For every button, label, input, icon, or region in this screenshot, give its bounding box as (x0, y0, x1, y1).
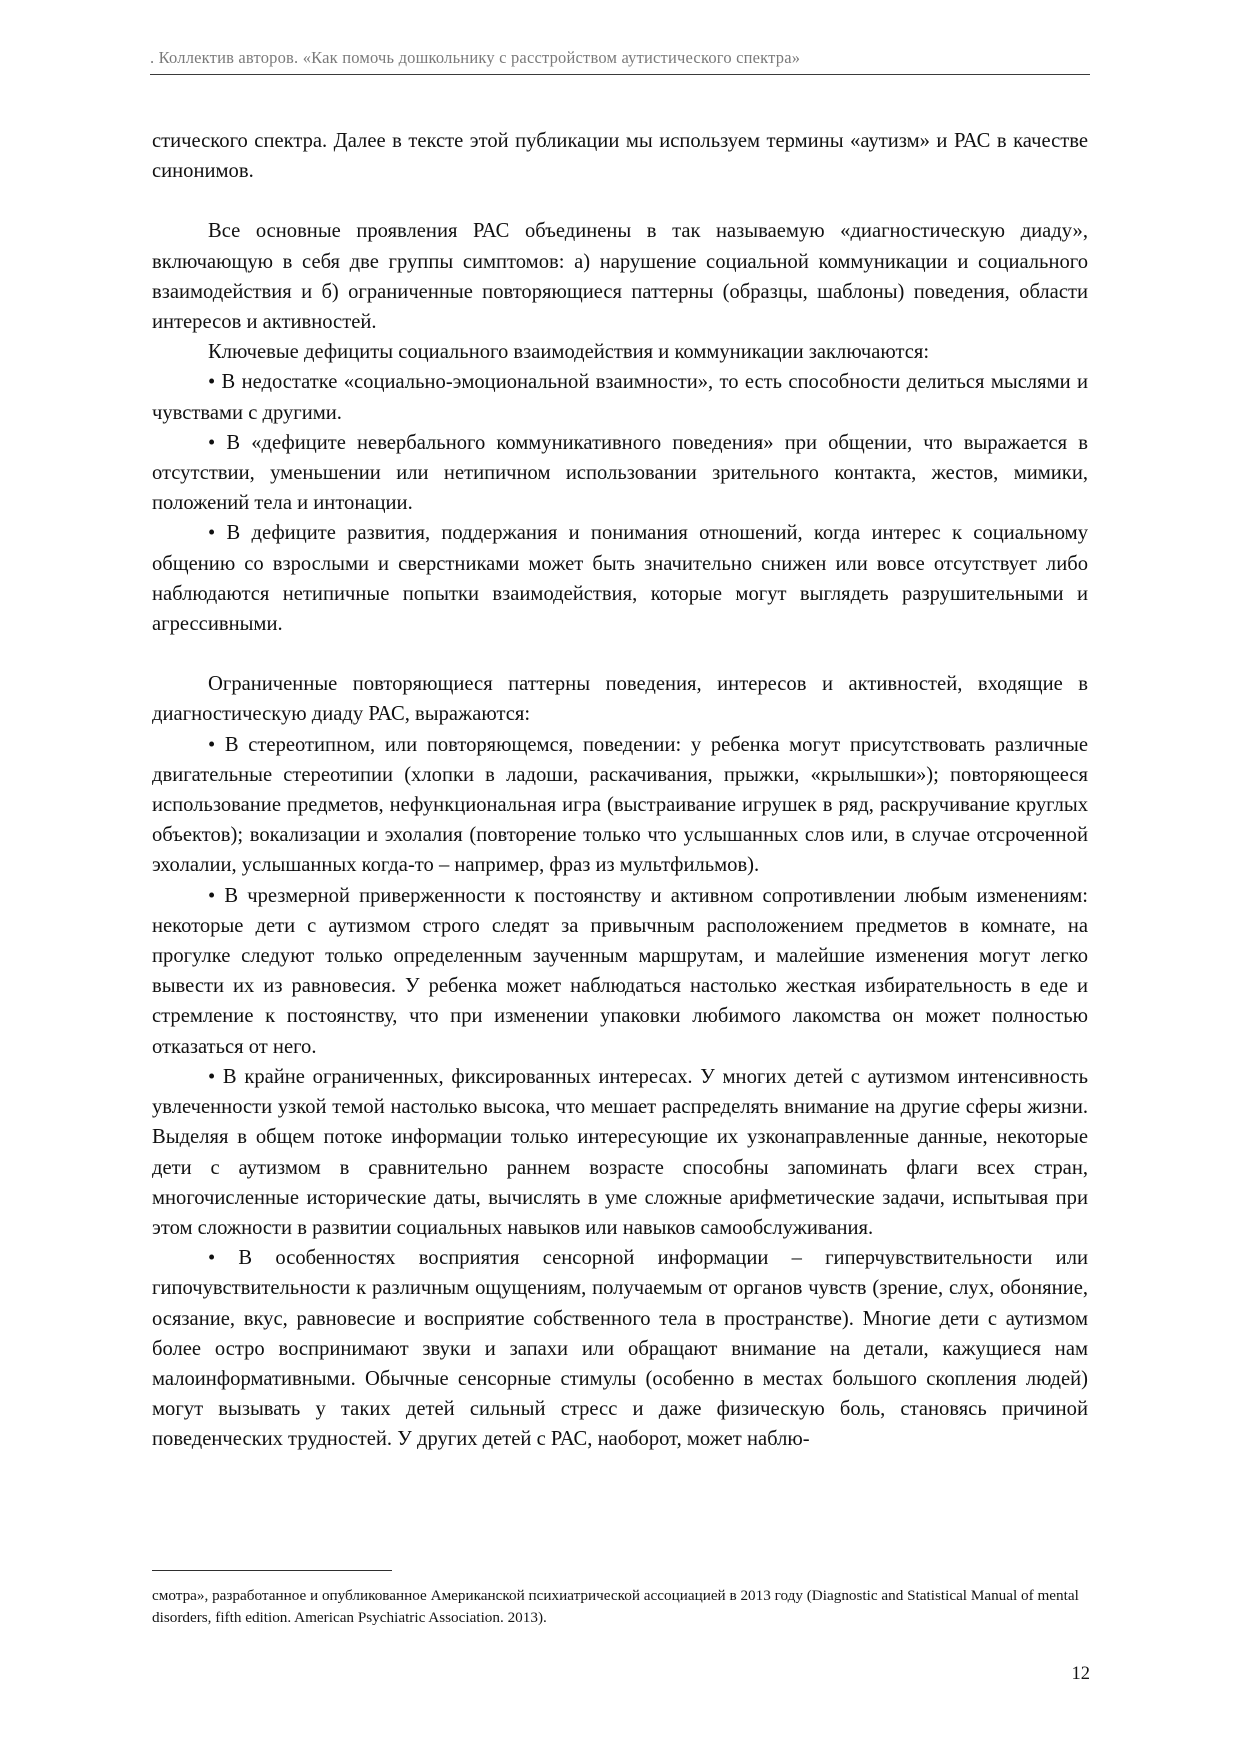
running-header-text: . Коллектив авторов. «Как помочь дошкольнику с расстройством аутистического спектра» (150, 48, 801, 67)
paragraph-restricted-patterns: Ограниченные повторяющиеся паттерны поведения, интересов и активностей, входящие в диагностическую диаду РАС, выражаются: (152, 673, 1088, 726)
paragraph-spacer (152, 186, 1088, 216)
bullet-relationship-deficit: • В дефиците развития, поддержания и понимания отношений, когда интерес к социальному общению со взрослыми и сверстниками может быть значительно снижен или вовсе отсутствует либо наблюдаются нетипичные попытки взаимодействия, которые могут выглядеть разрушительными и агрессивными. (152, 522, 1088, 636)
footnote-separator-rule (152, 1570, 392, 1571)
running-header (150, 48, 1090, 75)
bullet-sensory-perception: • В особенностях восприятия сенсорной информации – гиперчувствительности или гипочувствительности к различным ощущениям, получаемым от органов чувств (зрение, слух, обоняние, осязание, вкус, равновесие и восприятие собственного тела в пространстве). Многие дети с аутизмом более остро воспринимают звуки и запахи или обращают внимание на детали, кажущиеся нам малоинформативными. Обычные сенсорные стимулы (особенно в местах большого скопления людей) могут вызывать у таких детей сильный стресс и даже физическую боль, становясь причиной поведенческих трудностей. У других детей с РАС, наоборот, может наблю- (152, 1247, 1088, 1451)
header-divider-rule (150, 74, 1090, 75)
bullet-fixed-interests: • В крайне ограниченных, фиксированных интересах. У многих детей с аутизмом интенсивность увлеченности узкой темой настолько высока, что мешает распределять внимание на другие сферы жизни. Выделяя в общем потоке информации только интересующие их узконаправленные данные, некоторые дети с аутизмом в сравнительно раннем возрасте способны запоминать флаги всех стран, многочисленные исторические даты, вычислять в уме сложные арифметические задачи, испытывая при этом сложности в развитии социальных навыков или навыков самообслуживания. (152, 1065, 1088, 1239)
page-number: 12 (1071, 1664, 1090, 1684)
bullet-insistence-on-sameness: • В чрезмерной приверженности к постоянству и активном сопротивлении любым изменениям: некоторые дети с аутизмом строго следят за привычным расположением предметов в комнате, на прогулке следуют только определенным заученным маршрутам, и малейшие изменения могут легко вывести их из равновесия. У ребенка может наблюдаться настолько жесткая избирательность в еде и стремление к постоянству, что при изменении упаковки любимого лакомства он может полностью отказаться от него. (152, 884, 1088, 1058)
bullet-social-emotional-reciprocity: • В недостатке «социально-эмоциональной взаимности», то есть способности делиться мыслями и чувствами с другими. (152, 371, 1088, 424)
bullet-stereotyped-behaviour: • В стереотипном, или повторяющемся, поведении: у ребенка могут присутствовать различные двигательные стереотипии (хлопки в ладоши, раскачивания, прыжки, «крылышки»); повторяющееся использование предметов, нефункциональная игра (выстраивание игрушек в ряд, раскручивание круглых объектов); вокализации и эхолалия (повторение только что услышанных слов или, в случае отсроченной эхолалии, услышанных когда-то – например, фраз из мультфильмов). (152, 733, 1088, 877)
paragraph-diagnostic-dyad: Все основные проявления РАС объединены в так называемую «диагностическую диаду», включающую в себя две группы симптомов: а) нарушение социальной коммуникации и социального взаимодействия и б) ограниченные повторяющиеся паттерны (образцы, шаблоны) поведения, области интересов и активностей. (152, 220, 1088, 334)
bullet-nonverbal-communication: • В «дефиците невербального коммуникативного поведения» при общении, что выражается в отсутствии, уменьшении или нетипичном использовании зрительного контакта, жестов, мимики, положений тела и интонации. (152, 431, 1088, 515)
body-text-column (152, 126, 1088, 1455)
paragraph-spacer (152, 639, 1088, 669)
footnote-text: смотра», разработанное и опубликованное Американской психиатрической ассоциацией в 2013 году (Diagnostic and Statistical Manual of mental disorders, fifth edition. American Psychiatric Association. 2013). (152, 1587, 1079, 1626)
footnote-area (152, 1570, 1088, 1628)
paragraph-continuation: стического спектра. Далее в тексте этой публикации мы используем термины «аутизм» и РАС в качестве синонимов. (152, 130, 1088, 183)
paragraph-key-deficits: Ключевые дефициты социального взаимодействия и коммуникации заключаются: (208, 341, 930, 364)
